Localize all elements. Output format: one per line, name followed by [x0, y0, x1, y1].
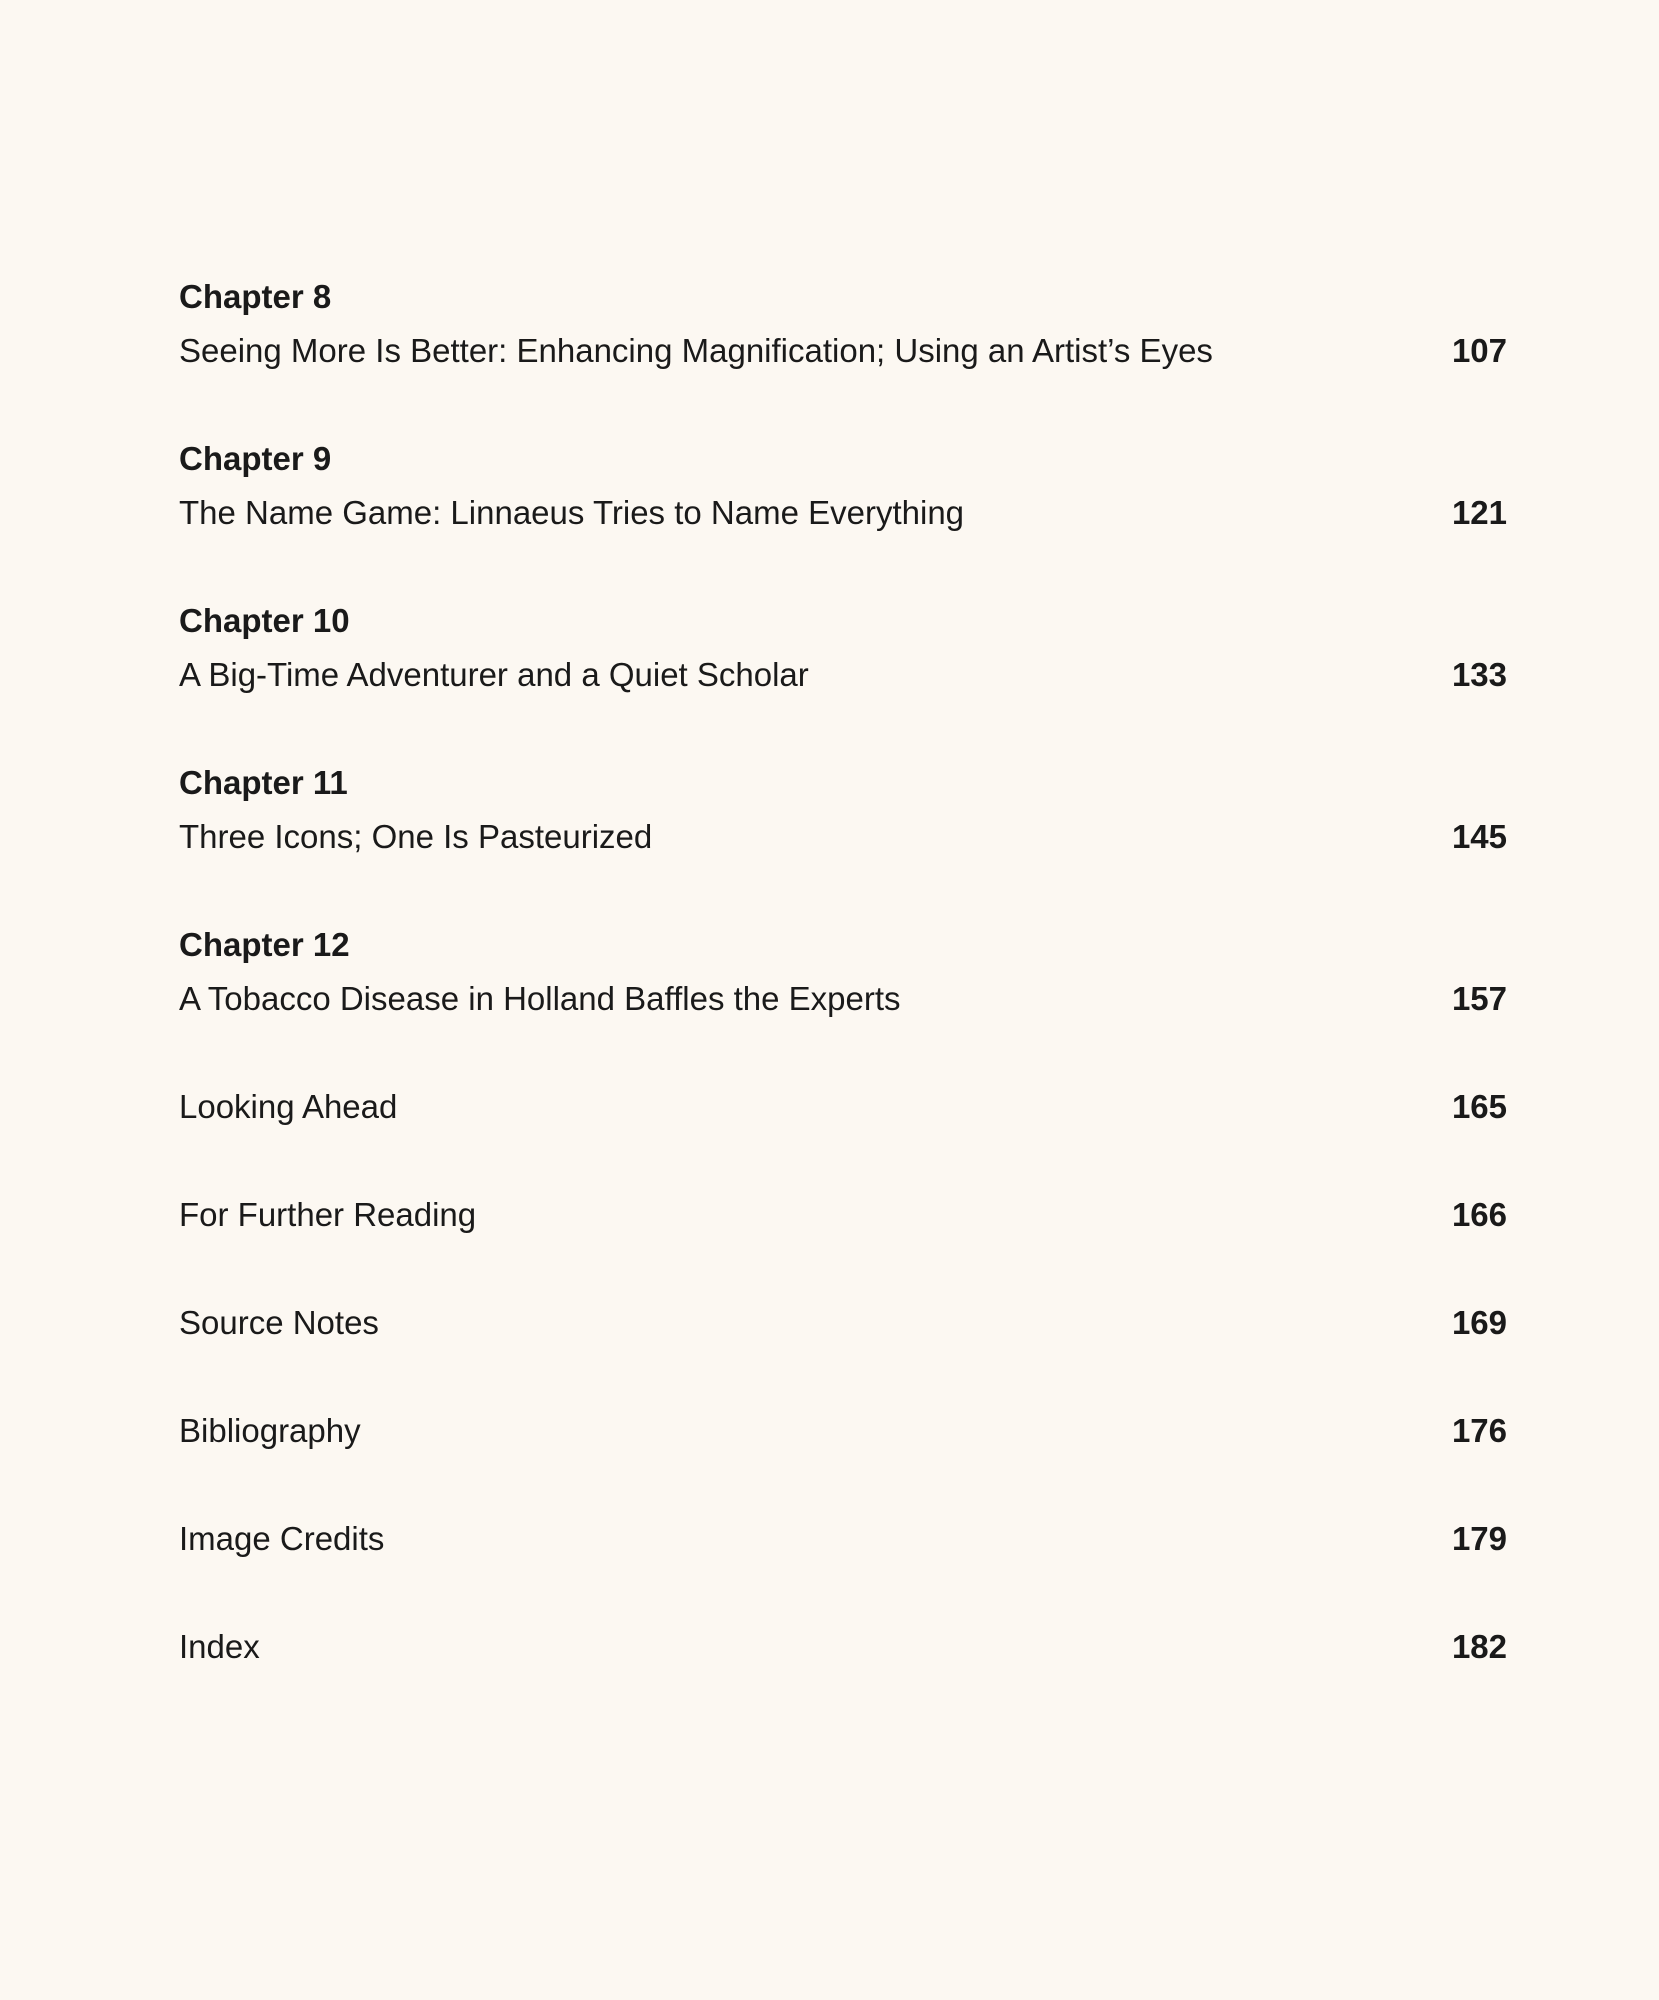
chapter-entry[interactable] — [179, 324, 1507, 378]
toc-chapter-10 — [179, 594, 1507, 756]
toc-chapter-12 — [179, 918, 1507, 1080]
chapter-label: Chapter 10 — [179, 602, 350, 639]
chapter-entry[interactable] — [179, 972, 1507, 1026]
toc-further-reading[interactable] — [179, 1188, 1507, 1296]
chapter-entry[interactable] — [179, 486, 1507, 540]
chapter-label: Chapter 12 — [179, 926, 350, 963]
chapter-entry[interactable] — [179, 810, 1507, 864]
page-number: 169 — [1451, 1304, 1507, 1341]
toc-chapter-9 — [179, 432, 1507, 594]
table-of-contents — [179, 270, 1507, 1728]
toc-index[interactable] — [179, 1620, 1507, 1728]
chapter-title: A Tobacco Disease in Holland Baffles the Experts — [179, 980, 901, 1017]
toc-chapter-11 — [179, 756, 1507, 918]
page-number: 133 — [1451, 656, 1507, 693]
chapter-title: Three Icons; One Is Pasteurized — [179, 818, 653, 855]
page-number: 107 — [1451, 332, 1507, 369]
page-number: 179 — [1451, 1520, 1507, 1557]
page-number: 166 — [1451, 1196, 1507, 1233]
chapter-label: Chapter 8 — [179, 278, 332, 315]
section-title: Source Notes — [179, 1304, 379, 1341]
section-title: Index — [179, 1628, 260, 1665]
chapter-title: A Big-Time Adventurer and a Quiet Scholar — [179, 656, 809, 693]
section-title: For Further Reading — [179, 1196, 477, 1233]
chapter-entry[interactable] — [179, 648, 1507, 702]
page-number: 145 — [1451, 818, 1507, 855]
toc-chapter-8 — [179, 270, 1507, 432]
section-title: Image Credits — [179, 1520, 385, 1557]
toc-bibliography[interactable] — [179, 1404, 1507, 1512]
chapter-title: The Name Game: Linnaeus Tries to Name Everything — [179, 494, 965, 531]
chapter-title: Seeing More Is Better: Enhancing Magnification; Using an Artist’s Eyes — [179, 332, 1213, 369]
page-number: 176 — [1451, 1412, 1507, 1449]
toc-looking-ahead[interactable] — [179, 1080, 1507, 1188]
page-number: 182 — [1451, 1628, 1507, 1665]
page-number: 121 — [1451, 494, 1507, 531]
toc-source-notes[interactable] — [179, 1296, 1507, 1404]
chapter-label: Chapter 11 — [179, 764, 348, 801]
section-title: Bibliography — [179, 1412, 361, 1449]
page-number: 165 — [1451, 1088, 1507, 1125]
page-number: 157 — [1451, 980, 1507, 1017]
toc-image-credits[interactable] — [179, 1512, 1507, 1620]
chapter-label: Chapter 9 — [179, 440, 332, 477]
section-title: Looking Ahead — [179, 1088, 398, 1125]
